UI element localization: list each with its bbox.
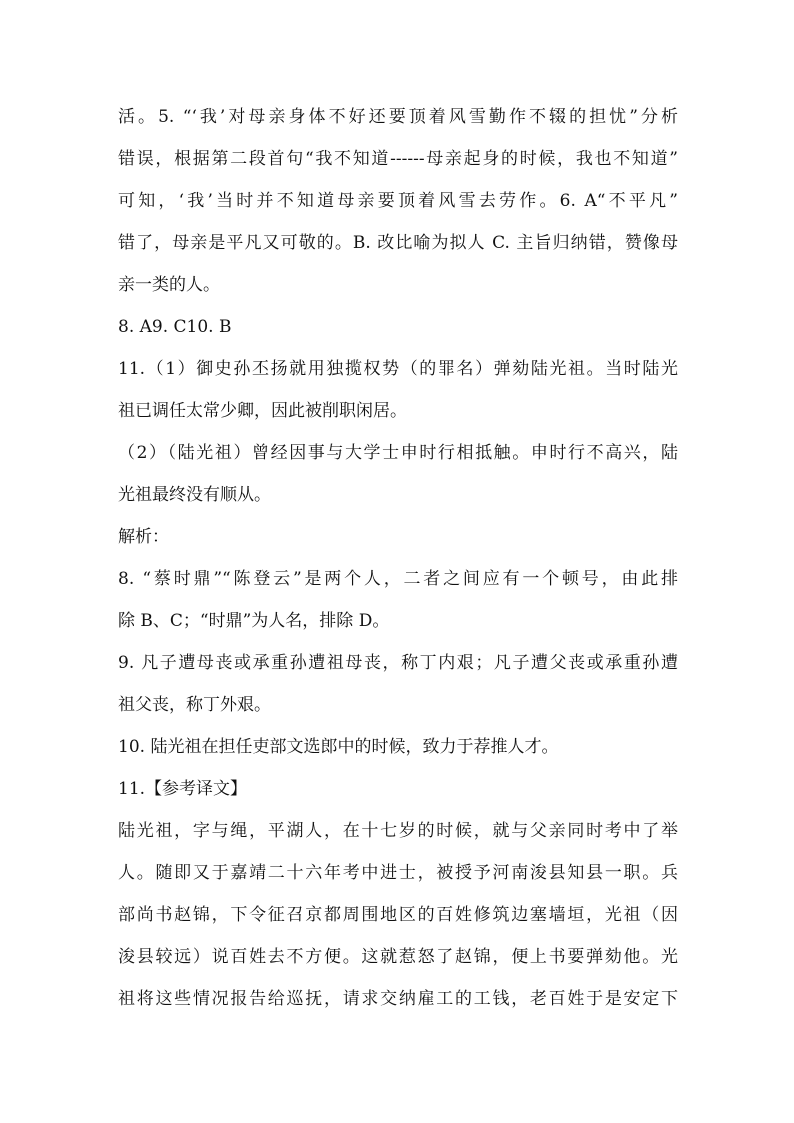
- text-line: 祖将这些情况报告给巡抚，请求交纳雇工的工钱，老百姓于是安定下: [118, 989, 678, 1009]
- section-heading-translation: 11.【参考译文】: [118, 779, 248, 799]
- text-line: 祖已调任太常少卿，因此被削职闲居。: [118, 401, 407, 421]
- text-line: 11.（1）御史孙丕扬就用独揽权势（的罪名）弹劾陆光祖。当时陆光: [118, 359, 678, 379]
- document-body: [118, 96, 678, 1020]
- text-line: 浚县较远）说百姓去不方便。这就惹怒了赵锦，便上书要弹劾他。光: [118, 947, 678, 967]
- text-line: 错了，母亲是平凡又可敬的。B. 改比喻为拟人 C. 主旨归纳错，赞像母: [118, 233, 678, 253]
- text-line: 除 B、C；“时鼎”为人名，排除 D。: [118, 611, 390, 631]
- text-line: 错误，根据第二段首句“我不知道------母亲起身的时候，我也不知道”: [118, 149, 678, 169]
- text-line: 活。5. “‘我’对母亲身体不好还要顶着风雪勤作不辍的担忧”分析: [118, 107, 678, 127]
- answer-key-line: 8. A9. C10. B: [118, 317, 232, 337]
- text-line: 祖父丧，称丁外艰。: [118, 695, 271, 715]
- text-line: 人。随即又于嘉靖二十六年考中进士，被授予河南浚县知县一职。兵: [118, 863, 678, 883]
- text-line: 8. “蔡时鼎”“陈登云”是两个人，二者之间应有一个顿号，由此排: [118, 569, 678, 589]
- text-line: （2）（陆光祖）曾经因事与大学士申时行相抵触。申时行不高兴，陆: [118, 443, 678, 463]
- text-line: 10. 陆光祖在担任吏部文选郎中的时候，致力于荐推人才。: [118, 737, 559, 757]
- text-line: 陆光祖，字与绳，平湖人，在十七岁的时候，就与父亲同时考中了举: [118, 821, 678, 841]
- text-line: 部尚书赵锦，下令征召京都周围地区的百姓修筑边塞墙垣，光祖（因: [118, 905, 678, 925]
- text-line: 9. 凡子遭母丧或承重孙遭祖母丧，称丁内艰；凡子遭父丧或承重孙遭: [118, 653, 678, 673]
- text-line: 可知，‘我’当时并不知道母亲要顶着风雪去劳作。6. A“不平凡”: [118, 191, 678, 211]
- text-line: 亲一类的人。: [118, 275, 220, 295]
- text-line: 光祖最终没有顺从。: [118, 485, 271, 505]
- section-heading-analysis: 解析：: [118, 527, 169, 547]
